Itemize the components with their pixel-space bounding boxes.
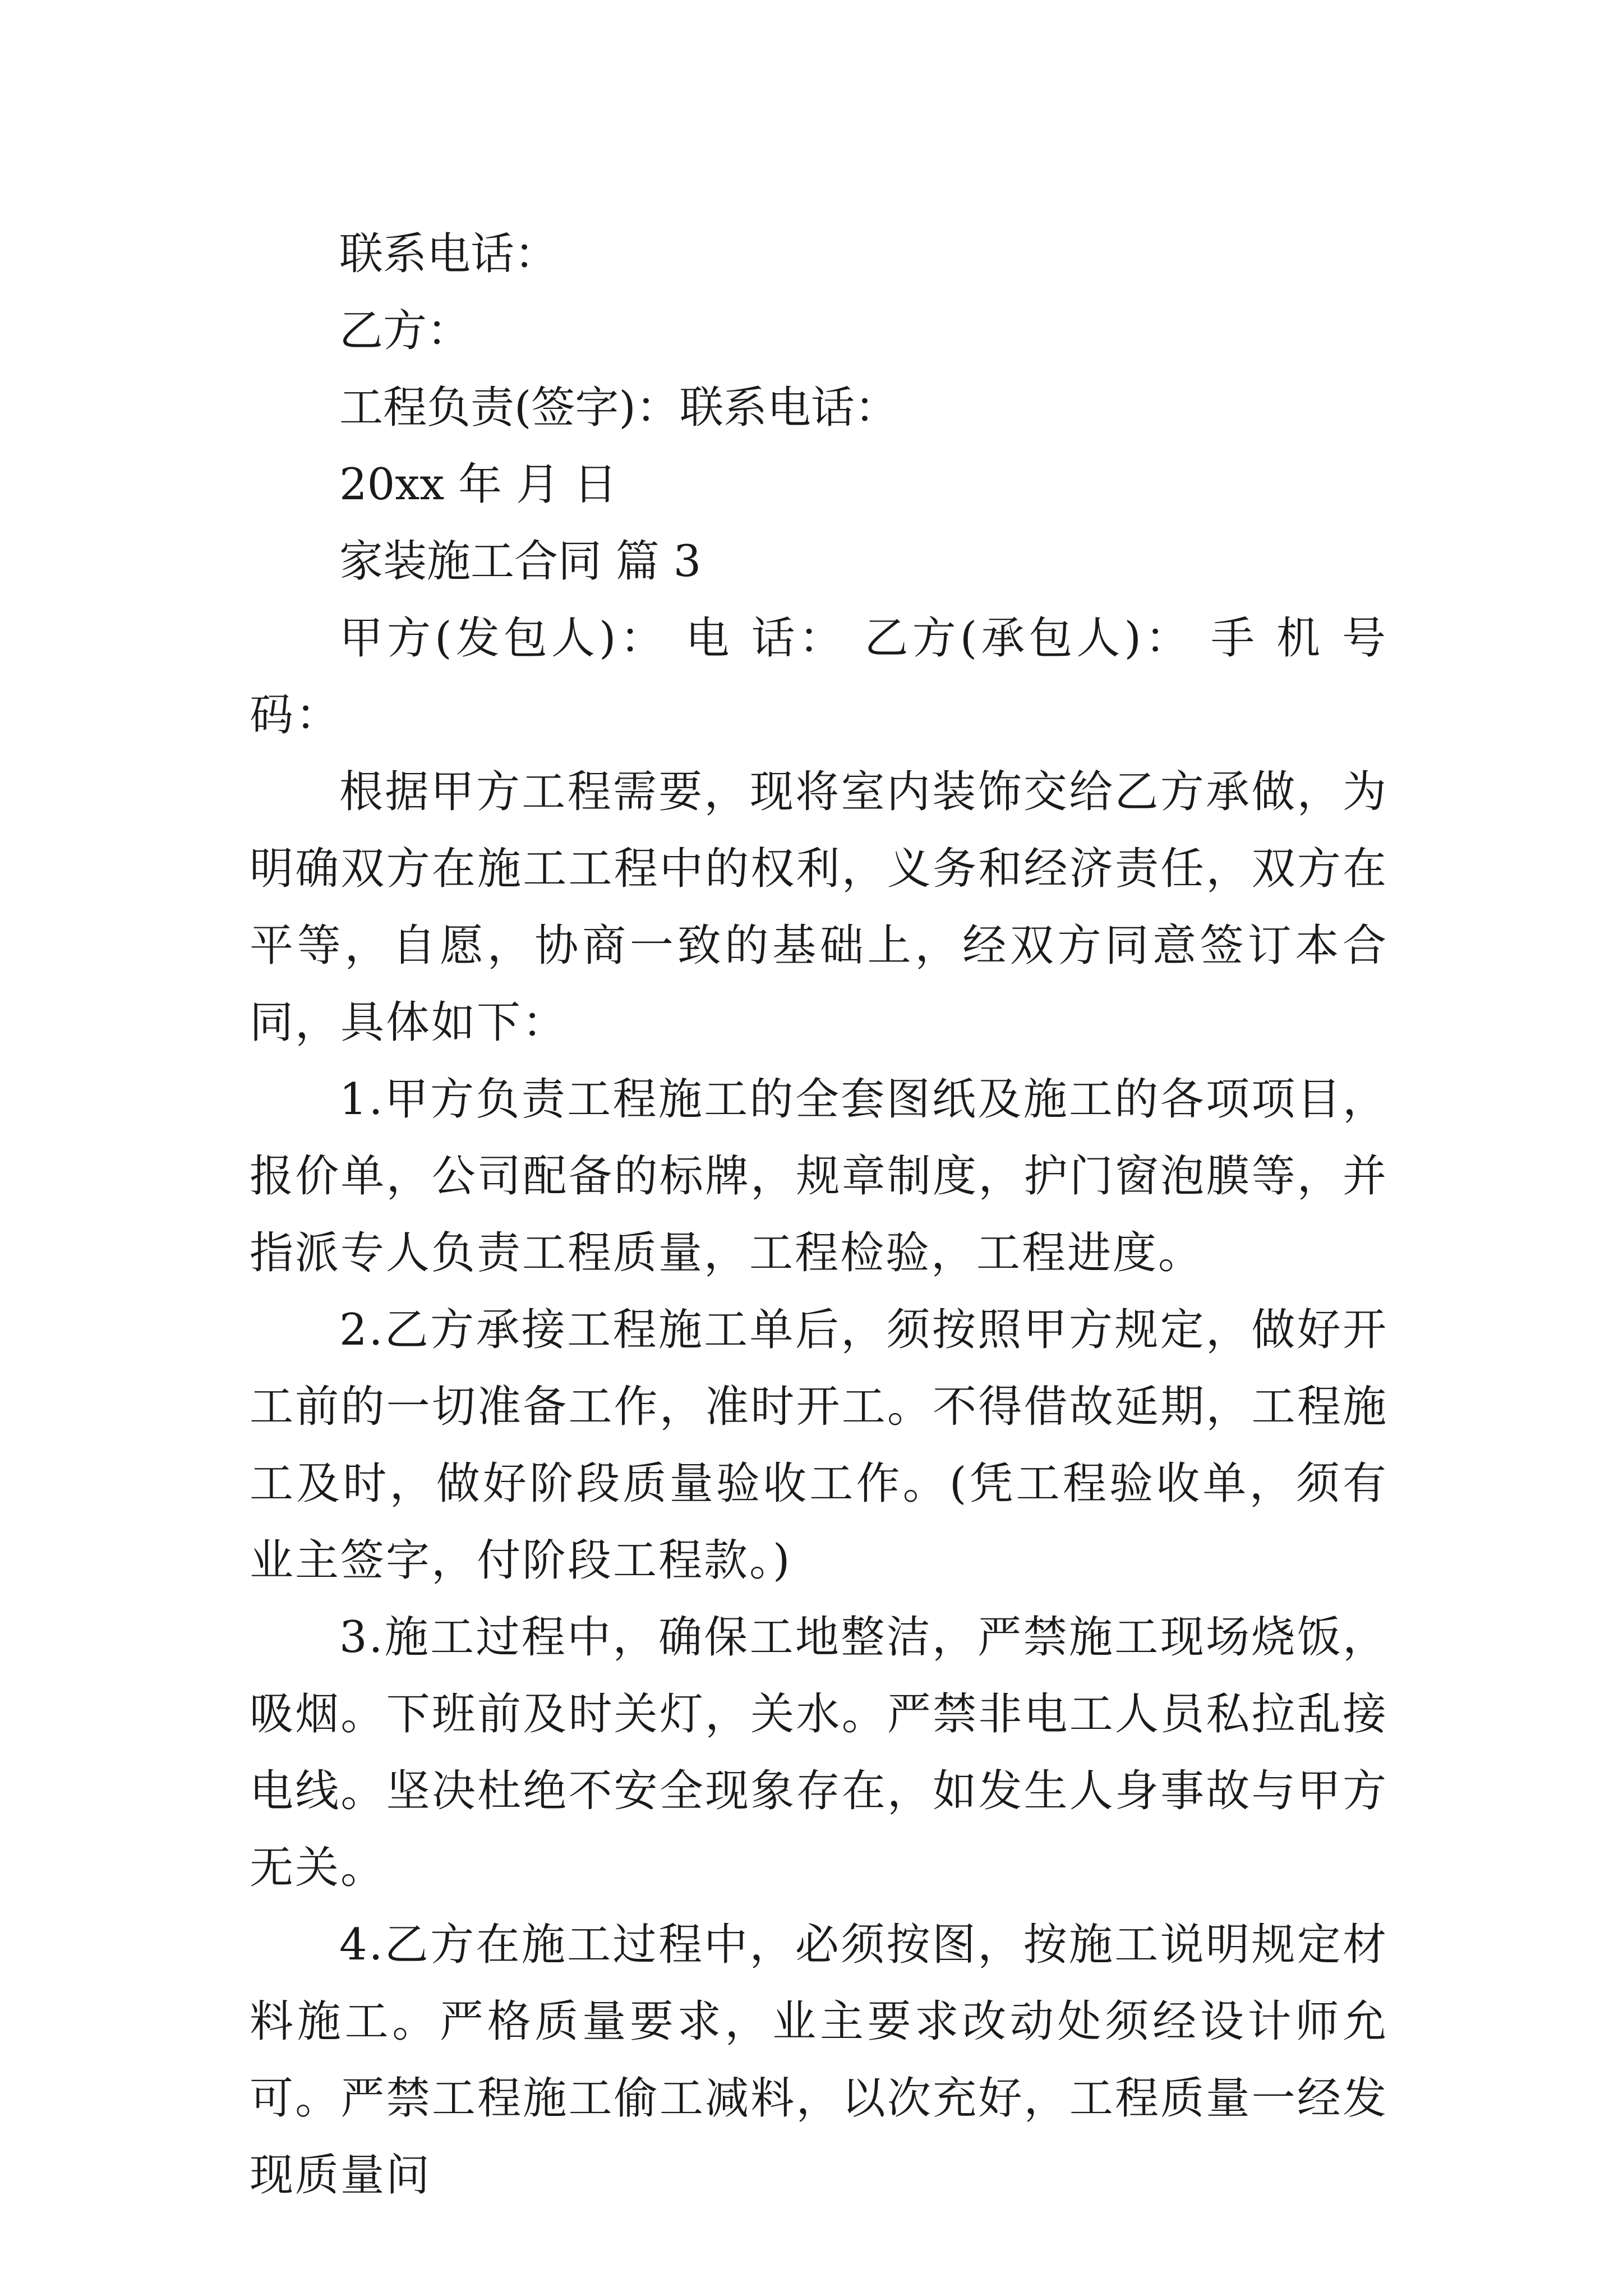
clause-3-paragraph: 3.施工过程中，确保工地整洁，严禁施工现场烧饭，吸烟。下班前及时关灯，关水。严禁非电工人员私拉乱接电线。坚决杜绝不安全现象存在，如发生人身事故与甲方无关。: [250, 1612, 1388, 1893]
clause-2-paragraph: 2.乙方承接工程施工单后，须按照甲方规定，做好开工前的一切准备工作，准时开工。不得借故延期，工程施工及时，做好阶段质量验收工作。(凭工程验收单，须有业主签字，付阶段工程款。): [250, 1305, 1388, 1586]
date-line: 20xx 年 月 日: [339, 459, 617, 510]
party-b-line: 乙方：: [339, 306, 471, 356]
parties-paragraph: 甲方(发包人)： 电 话： 乙方(承包人)： 手 机 号码：: [250, 613, 1388, 740]
document-body: [250, 216, 1388, 2214]
section-title: 家装施工合同 篇 3: [339, 536, 702, 587]
preamble-paragraph: 根据甲方工程需要，现将室内装饰交给乙方承做，为明确双方在施工工程中的权利，义务和经济责任，双方在平等，自愿，协商一致的基础上，经双方同意签订本合同，具体如下：: [250, 767, 1388, 1048]
clause-1-paragraph: 1.甲方负责工程施工的全套图纸及施工的各项项目，报价单，公司配备的标牌，规章制度，护门窗泡膜等，并指派专人负责工程质量，工程检验，工程进度。: [250, 1074, 1388, 1278]
clause-4-paragraph: 4.乙方在施工过程中，必须按图，按施工说明规定材料施工。严格质量要求，业主要求改动处须经设计师允可。严禁工程施工偷工减料，以次充好，工程质量一经发现质量问: [250, 1920, 1388, 2201]
project-lead-line: 工程负责(签字)：联系电话：: [339, 383, 898, 433]
contact-phone-line: 联系电话：: [339, 229, 559, 279]
